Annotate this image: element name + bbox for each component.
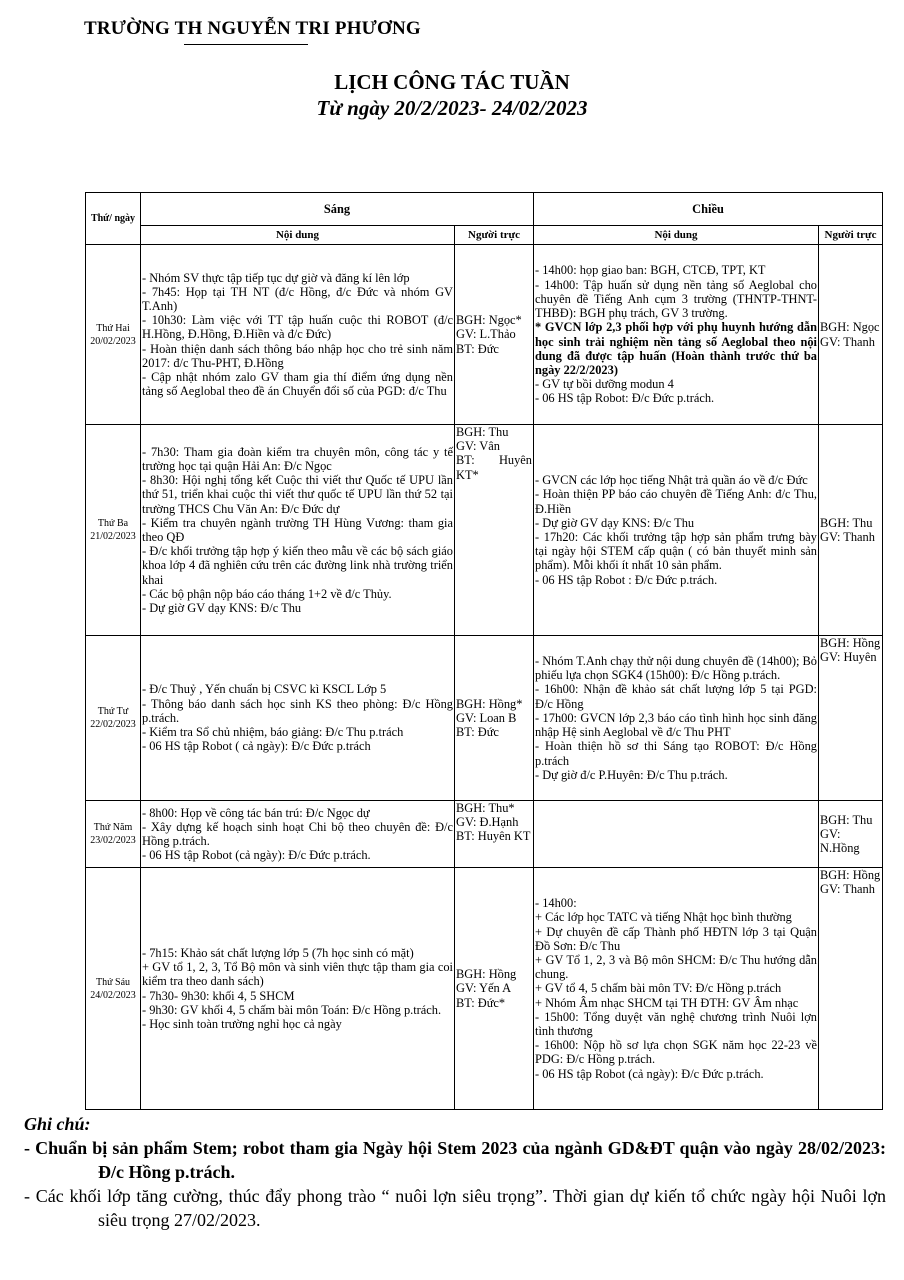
list-item: - Cập nhật nhóm zalo GV tham gia thí điểm ứng dụng nền tảng số Aeglobal theo đề án Chuyển đổi số của PGD: đ/c Thu bbox=[142, 370, 453, 399]
morning-duty bbox=[455, 425, 534, 636]
header-afternoon: Chiều bbox=[534, 193, 883, 226]
note-item: - Chuẩn bị sản phẩm Stem; robot tham gia Ngày hội Stem 2023 của ngành GD&ĐT quận vào ngày 28/02/2023: Đ/c Hồng p.trách. bbox=[24, 1138, 886, 1182]
list-item: - 06 HS tập Robot: Đ/c Đức p.trách. bbox=[535, 391, 715, 406]
morning-duty bbox=[455, 868, 534, 1110]
list-item: - Kiểm tra Sổ chủ nhiệm, báo giảng: Đ/c Thu p.trách bbox=[142, 725, 404, 740]
list-item: - Các bộ phận nộp báo cáo tháng 1+2 về đ/c Thủy. bbox=[142, 586, 392, 601]
duty-item: BGH: Hồng* bbox=[456, 696, 523, 711]
afternoon-content bbox=[534, 636, 819, 801]
morning-content bbox=[141, 801, 455, 868]
list-item: - Dự giờ GV dạy KNS: Đ/c Thu bbox=[142, 601, 302, 616]
table-row bbox=[86, 868, 883, 1110]
note-item: - Các khối lớp tăng cường, thúc đẩy phong trào “ nuôi lợn siêu trọng”. Thời gian dự kiến tổ chức ngày hội Nuôi lợn siêu trọng 27/02/2023. bbox=[24, 1186, 886, 1230]
header-morning: Sáng bbox=[141, 193, 534, 226]
header-morning-content: Nội dung bbox=[141, 226, 455, 245]
morning-duty bbox=[455, 245, 534, 425]
list-item: - 7h30- 9h30: khối 4, 5 SHCM bbox=[142, 988, 295, 1003]
list-item: - Hoàn thiện danh sách thông báo nhập học cho trẻ sinh năm 2017: đ/c Thu-PHT, Đ.Hồng bbox=[142, 341, 453, 370]
list-item: - Hoàn thiện PP báo cáo chuyên đề Tiếng Anh: đ/c Thu, Đ.Hiền bbox=[535, 487, 817, 516]
duty-item: GV: Huyên bbox=[820, 650, 877, 665]
list-item: - Hoàn thiện hồ sơ thi Sáng tạo ROBOT: Đ/c Hồng p.trách bbox=[535, 739, 817, 768]
list-item: - 8h00: Họp về công tác bán trú: Đ/c Ngọc dự bbox=[142, 805, 370, 820]
list-item: - 10h30: Làm việc với TT tập huấn cuộc thi ROBOT (đ/c H.Hồng, Đ.Hồng, Đ.Hiền và đ/c Đức) bbox=[142, 313, 453, 342]
list-item: - Đ/c khối trưởng tập hợp ý kiến theo mẫu về các bộ sách giáo khoa lớp 4 đã nghiên cứu trên các đường link nhà trường triển khai bbox=[142, 544, 453, 587]
list-item: - 14h00: Tập huấn sử dụng nền tảng số Aeglobal cho chuyên đề Tiếng Anh cụm 3 trường (THNTP-THNT-THBĐ): BGH phụ trách, GV 3 trường. bbox=[535, 277, 817, 321]
duty-item: BGH: Thu* bbox=[456, 801, 515, 815]
duty-item: BT: Huyên KT bbox=[456, 829, 531, 844]
duty-item: GV: L.Thảo bbox=[456, 327, 516, 342]
duty-item: GV: Đ.Hạnh bbox=[456, 815, 519, 830]
list-item: - 14h00: bbox=[535, 896, 577, 911]
morning-content bbox=[141, 245, 455, 425]
list-item: + GV tổ 1, 2, 3, Tổ Bộ môn và sinh viên thực tập tham gia coi kiểm tra theo danh sách) bbox=[142, 960, 453, 989]
day-cell: Thứ Năm 23/02/2023 bbox=[86, 801, 141, 868]
schedule-table bbox=[85, 192, 883, 1110]
list-item: - 15h00: Tổng duyệt văn nghệ chương trình Nuôi lợn tình thương bbox=[535, 1009, 817, 1038]
list-item: - Thông báo danh sách học sinh KS theo phòng: Đ/c Hồng p.trách. bbox=[142, 696, 453, 725]
table-row bbox=[86, 425, 883, 636]
list-item: - 7h30: Tham gia đoàn kiểm tra chuyên môn, công tác y tế trường học tại quận Hải An: Đ/c Ngọc bbox=[142, 444, 453, 473]
list-item: - 17h20: Các khối trưởng tập hợp sản phẩm trưng bày tại ngày hội STEM cấp quận ( có bản thuyết minh sản phẩm). Mỗi khối ít nhất 10 sản phẩm. bbox=[535, 530, 817, 573]
school-name-underline bbox=[184, 44, 308, 45]
duty-item: GV: Thanh bbox=[820, 530, 875, 544]
notes-title: Ghi chú: bbox=[24, 1114, 91, 1134]
school-name: TRƯỜNG TH NGUYỄN TRI PHƯƠNG bbox=[84, 18, 421, 39]
morning-duty bbox=[455, 636, 534, 801]
list-item: + Nhóm Âm nhạc SHCM tại TH ĐTH: GV Âm nhạc bbox=[535, 995, 799, 1010]
list-item: - Kiểm tra chuyên ngành trường TH Hùng Vương: tham gia theo QĐ bbox=[142, 515, 453, 544]
afternoon-content bbox=[534, 245, 819, 425]
header-afternoon-duty: Người trực bbox=[819, 226, 883, 245]
afternoon-content bbox=[534, 425, 819, 636]
afternoon-content bbox=[534, 801, 819, 868]
list-item: - Đ/c Thuỷ , Yến chuẩn bị CSVC kì KSCL Lớp 5 bbox=[142, 682, 387, 697]
duty-item: GV: Loan B bbox=[456, 710, 517, 725]
page-subtitle: Từ ngày 20/2/2023- 24/02/2023 bbox=[316, 96, 588, 120]
afternoon-duty bbox=[819, 801, 883, 868]
duty-item: GV: Thanh bbox=[820, 882, 875, 897]
afternoon-duty bbox=[819, 868, 883, 1110]
list-item: - GV tự bồi dưỡng modun 4 bbox=[535, 377, 674, 392]
morning-content bbox=[141, 636, 455, 801]
table-row bbox=[86, 636, 883, 801]
list-item: - 17h00: GVCN lớp 2,3 báo cáo tình hình học sinh đăng nhập Hệ sinh Aeglobal về đ/c Thu PHT bbox=[535, 710, 817, 740]
duty-item: GV: Thanh bbox=[820, 334, 875, 349]
list-item: - 06 HS tập Robot (cả ngày): Đ/c Đức p.trách. bbox=[535, 1066, 764, 1081]
duty-item: GV: Vân bbox=[456, 439, 500, 454]
list-item: + Dự chuyên đề cấp Thành phố HĐTN lớp 3 tại Quận Đồ Sơn: Đ/c Thu bbox=[535, 924, 817, 953]
morning-content bbox=[141, 425, 455, 636]
afternoon-duty bbox=[819, 245, 883, 425]
list-item: - 06 HS tập Robot (cả ngày): Đ/c Đức p.trách. bbox=[142, 848, 371, 863]
list-item: + GV tổ 4, 5 chấm bài môn TV: Đ/c Hồng p.trách bbox=[535, 981, 782, 996]
list-item: - Dự giờ đ/c P.Huyên: Đ/c Thu p.trách. bbox=[535, 767, 728, 782]
list-item: - Nhóm SV thực tập tiếp tục dự giờ và đăng kí lên lớp bbox=[142, 270, 410, 285]
list-item: - Dự giờ GV dạy KNS: Đ/c Thu bbox=[535, 515, 695, 530]
duty-item: BT: Đức bbox=[456, 725, 499, 740]
list-item: - GVCN các lớp học tiếng Nhật trả quần áo về đ/c Đức bbox=[535, 473, 808, 488]
morning-content bbox=[141, 868, 455, 1110]
morning-duty bbox=[455, 801, 534, 868]
day-cell: Thứ Tư 22/02/2023 bbox=[86, 636, 141, 801]
duty-item: BGH: Hồng bbox=[456, 967, 517, 982]
day-cell: Thứ Hai 20/02/2023 bbox=[86, 245, 141, 425]
header-day: Thứ/ ngày bbox=[86, 193, 141, 245]
table-row bbox=[86, 801, 883, 868]
duty-item: BGH: Hồng bbox=[820, 636, 881, 650]
duty-item: BGH: Thu bbox=[456, 425, 509, 439]
duty-item: GV: N.Hồng bbox=[820, 826, 860, 856]
header-afternoon-content: Nội dung bbox=[534, 226, 819, 245]
list-item: - 06 HS tập Robot : Đ/c Đức p.trách. bbox=[535, 572, 718, 587]
list-item: + GV Tổ 1, 2, 3 và Bộ môn SHCM: Đ/c Thu hướng dẫn chung. bbox=[535, 952, 817, 982]
list-item: - 9h30: GV khối 4, 5 chấm bài môn Toán: Đ/c Hồng p.trách. bbox=[142, 1002, 442, 1017]
duty-item: BT: Huyên KT* bbox=[456, 453, 532, 482]
notes-section bbox=[24, 1112, 886, 1232]
list-item: - 7h15: Khảo sát chất lượng lớp 5 (7h học sinh có mặt) bbox=[142, 945, 414, 960]
list-item: - 16h00: Nộp hồ sơ lựa chọn SGK năm học 22-23 về PDG: Đ/c Hồng p.trách. bbox=[535, 1038, 817, 1067]
list-item: - 7h45: Họp tại TH NT (đ/c Hồng, đ/c Đức và nhóm GV T.Anh) bbox=[142, 284, 453, 313]
day-cell: Thứ Sáu 24/02/2023 bbox=[86, 868, 141, 1110]
duty-item: BT: Đức* bbox=[456, 995, 506, 1010]
list-item: - 06 HS tập Robot ( cả ngày): Đ/c Đức p.trách bbox=[142, 739, 371, 754]
page-title: LỊCH CÔNG TÁC TUẦN bbox=[334, 70, 570, 94]
afternoon-duty bbox=[819, 425, 883, 636]
duty-item: GV: Yến A bbox=[456, 981, 512, 996]
duty-item: BT: Đức bbox=[456, 341, 499, 356]
duty-item: BGH: Ngọc bbox=[820, 320, 880, 335]
duty-item: BGH: Thu bbox=[820, 515, 873, 530]
afternoon-duty bbox=[819, 636, 883, 801]
list-item: - Xây dựng kế hoạch sinh hoạt Chi bộ theo chuyên đề: Đ/c Hồng p.trách. bbox=[142, 819, 453, 848]
list-item: - 16h00: Nhận đề khảo sát chất lượng lớp 5 tại PGD: Đ/c Hồng bbox=[535, 682, 817, 711]
header-morning-duty: Người trực bbox=[455, 226, 534, 245]
day-cell: Thứ Ba 21/02/2023 bbox=[86, 425, 141, 636]
list-item: * GVCN lớp 2,3 phối hợp với phụ huynh hướng dẫn học sinh trải nghiệm nền tảng số Aeglobal theo nội dung đã được tập huấn (Hoàn thành trước thứ ba ngày 22/2/2023) bbox=[535, 320, 817, 377]
duty-item: BGH: Thu bbox=[820, 812, 873, 827]
list-item: - Học sinh toàn trường nghỉ học cả ngày bbox=[142, 1016, 342, 1031]
list-item: - Nhóm T.Anh chạy thử nội dung chuyên đề (14h00); Bỏ phiếu lựa chọn SGK4 (15h00): Đ/c Hồng p.trách. bbox=[535, 654, 817, 683]
list-item: - 8h30: Hội nghị tổng kết Cuộc thi viết thư Quốc tế UPU lần thứ 51, triển khai cuộc thi viết thư quốc tế UPU lần thứ 52 tại trường THCS Chu Văn An: Đ/c Đức dự bbox=[142, 473, 453, 516]
list-item: - 14h00: họp giao ban: BGH, CTCĐ, TPT, KT bbox=[535, 263, 766, 278]
afternoon-content bbox=[534, 868, 819, 1110]
list-item: + Các lớp học TATC và tiếng Nhật học bình thường bbox=[535, 910, 792, 925]
table-row bbox=[86, 245, 883, 425]
duty-item: BGH: Hồng bbox=[820, 868, 881, 882]
duty-item: BGH: Ngọc* bbox=[456, 313, 522, 328]
